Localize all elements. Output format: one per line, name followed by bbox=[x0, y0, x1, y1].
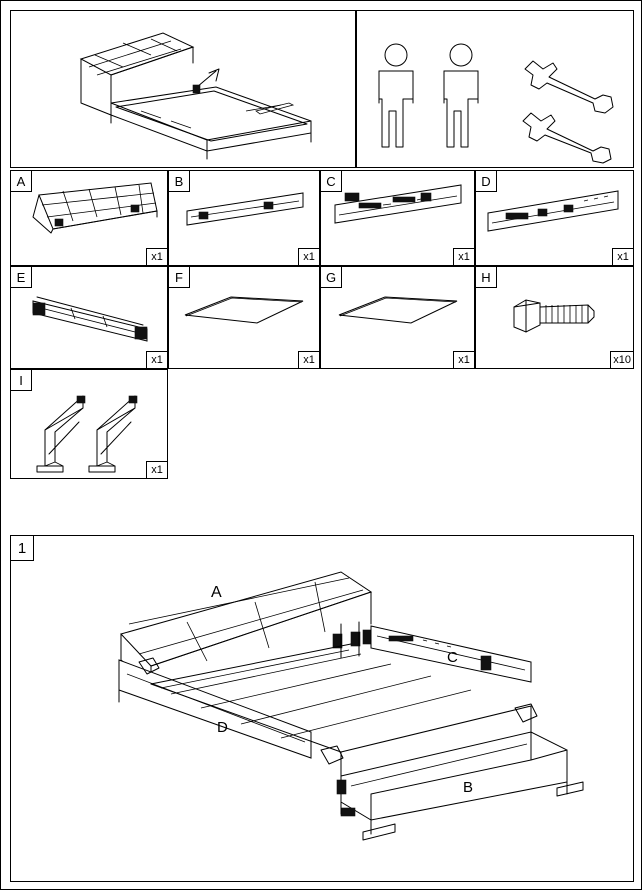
part-panel-C bbox=[320, 170, 475, 266]
part-letter-F: F bbox=[168, 266, 190, 288]
center-beam-icon bbox=[11, 267, 167, 368]
panel-icon bbox=[169, 267, 319, 368]
part-panel-B bbox=[168, 170, 320, 266]
step-number-1: 1 bbox=[10, 535, 34, 561]
assembled-bed-overview-panel bbox=[10, 10, 356, 168]
part-letter-H: H bbox=[475, 266, 497, 288]
part-panel-A bbox=[10, 170, 168, 266]
callout-A: A bbox=[211, 584, 222, 601]
part-qty-B: x1 bbox=[298, 248, 320, 266]
step-panel-1 bbox=[10, 535, 634, 882]
headboard-icon bbox=[11, 171, 167, 265]
part-qty-E: x1 bbox=[146, 351, 168, 369]
assembled-bed-drawing bbox=[11, 11, 355, 167]
part-qty-I: x1 bbox=[146, 461, 168, 479]
part-qty-G: x1 bbox=[453, 351, 475, 369]
part-panel-H bbox=[475, 266, 634, 369]
long-rail-icon bbox=[476, 171, 633, 265]
part-letter-C: C bbox=[320, 170, 342, 192]
callout-C: C bbox=[447, 649, 458, 666]
person-icon bbox=[444, 44, 478, 147]
part-qty-D: x1 bbox=[612, 248, 634, 266]
part-letter-I: I bbox=[10, 369, 32, 391]
part-letter-A: A bbox=[10, 170, 32, 192]
part-letter-G: G bbox=[320, 266, 342, 288]
part-panel-I bbox=[10, 369, 168, 479]
part-panel-F bbox=[168, 266, 320, 369]
part-qty-F: x1 bbox=[298, 351, 320, 369]
person-icon bbox=[379, 44, 413, 147]
requirements-panel bbox=[356, 10, 634, 168]
part-letter-E: E bbox=[10, 266, 32, 288]
part-panel-D bbox=[475, 170, 634, 266]
part-letter-D: D bbox=[475, 170, 497, 192]
legs-icon bbox=[11, 370, 167, 478]
callout-B: B bbox=[463, 779, 474, 796]
callout-D: D bbox=[217, 719, 228, 736]
part-qty-C: x1 bbox=[453, 248, 475, 266]
wrench-icon bbox=[525, 61, 613, 113]
part-letter-B: B bbox=[168, 170, 190, 192]
part-qty-A: x1 bbox=[146, 248, 168, 266]
panel-icon bbox=[321, 267, 474, 368]
part-panel-E bbox=[10, 266, 168, 369]
part-panel-G bbox=[320, 266, 475, 369]
side-rail-icon bbox=[169, 171, 319, 265]
long-rail-icon bbox=[321, 171, 474, 265]
step-1-drawing bbox=[11, 536, 633, 881]
part-qty-H: x10 bbox=[610, 351, 634, 369]
wrench-icon bbox=[523, 113, 611, 163]
